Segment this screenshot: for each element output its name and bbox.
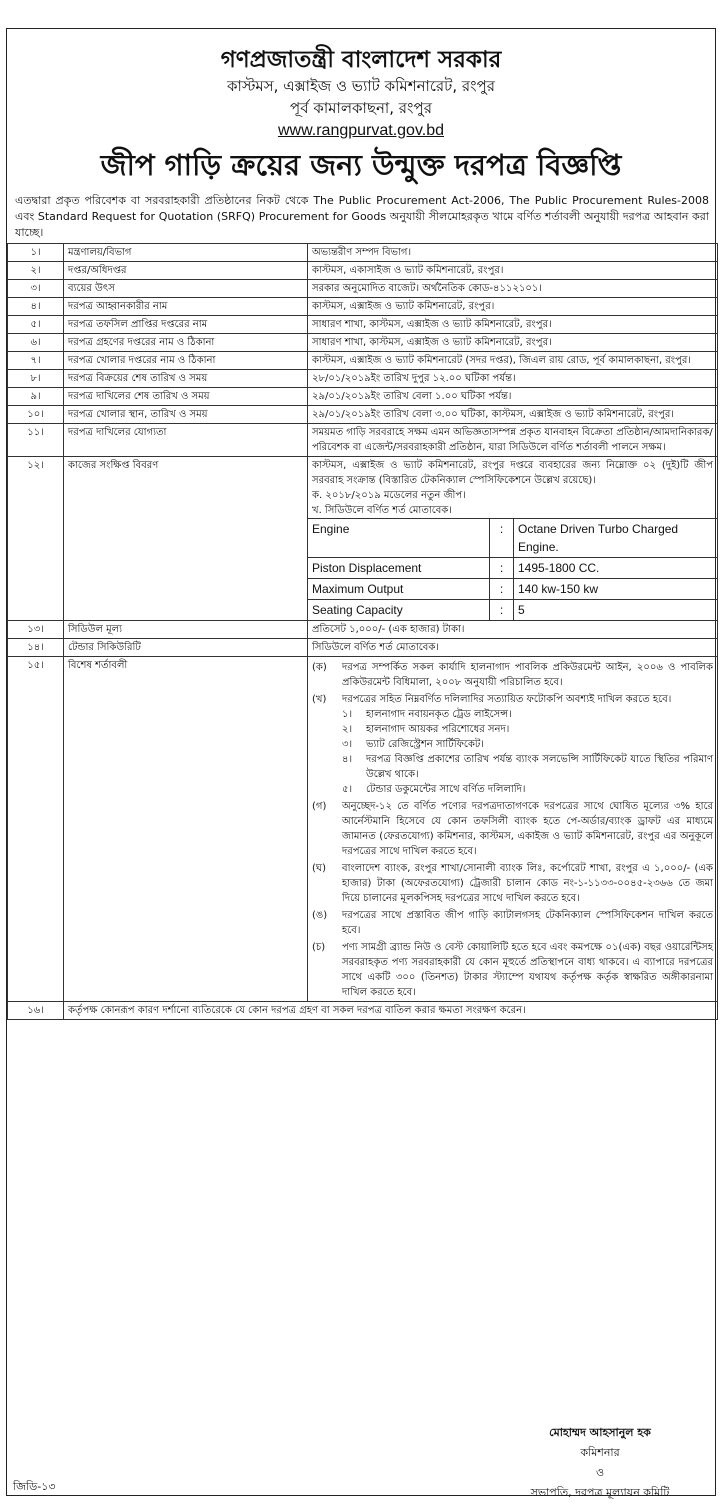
row-serial: ১০।	[8, 406, 64, 424]
notice-title: জীপ গাড়ি ক্রয়ের জন্য উন্মুক্ত দরপত্র বিজ্ঞপ্তি	[100, 148, 622, 182]
spec-key: Maximum Output	[308, 579, 490, 599]
table-row	[8, 298, 718, 316]
document-text: দরপত্র বিজ্ঞপ্তি প্রকাশের তারিখ পর্যন্ত ব্যাংক সলভেন্সি সার্টিফিকেট যাতে স্থিতির পরিমাণ উল্লেখ থাকে।	[366, 754, 713, 780]
condition-key: (ঙ)	[312, 910, 328, 921]
spec-colon: :	[490, 579, 514, 599]
row-serial: ১।	[8, 244, 64, 262]
row-value: প্রতিসেট ১,০০০/- (এক হাজার) টাকা।	[308, 621, 718, 639]
document-text: হালনাগাদ নবায়নকৃত ট্রেড লাইসেন্স।	[366, 709, 512, 720]
row-label: দরপত্র খোলার স্থান, তারিখ ও সময়	[64, 406, 308, 424]
condition-key: (ঘ)	[312, 863, 326, 874]
spec-value: 140 kw-150 kw	[518, 582, 599, 596]
condition-item	[312, 908, 713, 938]
signatory-and: ও	[595, 1466, 605, 1479]
row-value: সাধারণ শাখা, কাস্টমস, এক্সাইজ ও ভ্যাট কমিশনারেট, রংপুর।	[308, 334, 718, 352]
condition-key: (গ)	[312, 801, 327, 812]
row-serial: ৬।	[8, 334, 64, 352]
row-label: দরপত্র বিক্রয়ের শেষ তারিখ ও সময়	[64, 370, 308, 388]
row-serial: ৩।	[8, 280, 64, 298]
special-conditions-cell	[308, 657, 718, 1002]
spec-row	[308, 557, 717, 578]
spec-colon: :	[490, 600, 514, 620]
table-row	[8, 370, 718, 388]
row-serial: ৮।	[8, 370, 64, 388]
row-value: সরকার অনুমোদিত বাজেট। অর্থনৈতিক কোড-৪১১২১০১।	[308, 280, 718, 298]
row-label: দরপত্র দাখিলের যোগ্যতা	[64, 424, 308, 457]
table-row	[8, 639, 718, 657]
row-value: সিডিউলে বর্ণিত শর্ত মোতাবেক।	[308, 639, 718, 657]
condition-item	[312, 861, 713, 906]
row-value	[308, 457, 718, 621]
row-label: দরপত্র গ্রহণের দপ্তরের নাম ও ঠিকানা	[64, 334, 308, 352]
row-value: ২৯/০১/২০১৯ইং তারিখ বেলা ৩.০০ ঘটিকা, কাস্টমস, এক্সাইজ ও ভ্যাট কমিশনারেট, রংপুর।	[308, 406, 718, 424]
table-row-work-description	[8, 457, 718, 621]
document-text: হালনাগাদ আয়কর পরিশোধের সনদ।	[366, 724, 510, 735]
spec-value: Octane Driven Turbo Charged Engine.	[518, 522, 679, 554]
government-name: গণপ্রজাতন্ত্রী বাংলাদেশ সরকার	[220, 47, 502, 73]
website-link[interactable]: www.rangpurvat.gov.bd	[277, 122, 444, 139]
row-label: দরপত্র তফসিল প্রাপ্তির দপ্তরের নাম	[64, 316, 308, 334]
row-serial: ৫।	[8, 316, 64, 334]
spec-key: Piston Displacement	[308, 558, 490, 578]
row-serial: ১৩।	[8, 621, 64, 639]
table-row	[8, 388, 718, 406]
table-row-authority	[8, 1002, 718, 1020]
document-key: ৩।	[342, 739, 353, 750]
row-label: টেন্ডার সিকিউরিটি	[64, 639, 308, 657]
spec-key: Engine	[308, 519, 490, 557]
spec-value: 1495-1800 CC.	[518, 561, 600, 575]
table-row	[8, 352, 718, 370]
row-label: দপ্তর/অধিদপ্তর	[64, 262, 308, 280]
row-serial: ১৪।	[8, 639, 64, 657]
condition-item	[312, 940, 713, 1000]
document-key: ৫।	[342, 784, 353, 795]
document-text: টেন্ডার ডকুমেন্টের সাথে বর্ণিত দলিলাদি।	[366, 784, 526, 795]
table-row-special-conditions	[8, 657, 718, 1002]
row-serial: ৭।	[8, 352, 64, 370]
spec-key: Seating Capacity	[308, 600, 490, 620]
document-item	[312, 782, 713, 797]
spec-row	[308, 599, 717, 620]
spec-colon: :	[490, 519, 514, 557]
row-value: ২৮/০১/২০১৯ইং তারিখ দুপুর ১২.০০ ঘটিকা পর্যন্ত।	[308, 370, 718, 388]
row-value: সাধারণ শাখা, কাস্টমস, এক্সাইজ ও ভ্যাট কমিশনারেট, রংপুর।	[308, 316, 718, 334]
row-serial: ২।	[8, 262, 64, 280]
document-item	[312, 707, 713, 722]
row-serial: ১৬।	[8, 1002, 64, 1020]
work-description-text: কাস্টমস, এক্সাইজ ও ভ্যাট কমিশনারেট, রংপুর দপ্তরে ব্যবহারের জন্য নিম্নোক্ত ০২ (দুই)টি জীপ সরবরাহ সংক্রান্ত (বিস্তারিত টেকনিক্যাল স্পেসিফিকেশনে উল্লেখ রয়েছে)।	[312, 460, 713, 486]
row-label: বিশেষ শর্তাবলী	[64, 657, 308, 1002]
office-name: কাস্টমস, এক্সাইজ ও ভ্যাট কমিশনারেট, রংপুর	[226, 77, 496, 95]
document-key: ৪।	[342, 754, 353, 765]
table-row	[8, 424, 718, 457]
spec-row	[308, 578, 717, 599]
tender-notice-page	[6, 28, 716, 1499]
document-item	[312, 737, 713, 752]
row-label: কাজের সংক্ষিপ্ত বিবরণ	[64, 457, 308, 621]
table-row	[8, 262, 718, 280]
condition-text: পণ্য সামগ্রী ব্র্যান্ড নিউ ও বেস্ট কোয়ালিটি হতে হবে এবং কমপক্ষে ০১(এক) বছর ওয়ারেন্টিসহ সরবরাহকৃত পণ্য সরবরাহকারী যে কোন মূহুর্তে প্রতিস্থাপনে বাধ্য থাকবে। এ ব্যাপারে দরপত্রের সাথে একটি ৩০০ (তিনশত) টাকার স্ট্যাম্পে যথাযথ কর্তৃপক্ষ কর্তৃক স্বাক্ষরিত অঙ্গীকারনামা দাখিল করতে হবে।	[342, 942, 713, 998]
authority-clause: কর্তৃপক্ষ কোনরূপ কারণ দর্শানো ব্যতিরেকে যে কোন দরপত্র গ্রহণ বা সকল দরপত্র বাতিল করার ক্ষমতা সংরক্ষণ করেন।	[64, 1002, 718, 1020]
document-item	[312, 722, 713, 737]
condition-key: (খ)	[312, 694, 327, 705]
condition-text: বাংলাদেশ ব্যাংক, রংপুর শাখা/সোনালী ব্যাংক লিঃ, কর্পোরেট শাখা, রংপুর এ ১,০০০/- (এক হাজার) টাকা (অফেরতযোগ্য) ট্রেজারী চালান কোড নং-১-১১৩৩-০০৪৫-২৩৬৬ তে জমা দিয়ে চালানের মূলকপিসহ দরপত্রের সাথে দাখিল করতে হবে।	[342, 863, 713, 904]
row-serial: ১২।	[8, 457, 64, 621]
row-value: অভ্যন্তরীণ সম্পদ বিভাগ।	[308, 244, 718, 262]
footer-code: জিডি-১৩	[13, 1480, 56, 1493]
table-row	[8, 244, 718, 262]
tender-details-table	[7, 243, 718, 1020]
row-serial: ১১।	[8, 424, 64, 457]
condition-text: দরপত্রের সাথে প্রস্তাবিত জীপ গাড়ি ক্যাটালগসহ টেকনিক্যাল স্পেসিফিকেশন দাখিল করতে হবে।	[342, 910, 713, 936]
row-value: কাস্টমস, এক্সাইজ ও ভ্যাট কমিশনারেট (সদর দপ্তর), জিএল রায় রোড, পূর্ব কামালকাছনা, রংপুর।	[308, 352, 718, 370]
document-item	[312, 752, 713, 782]
table-row	[8, 406, 718, 424]
condition-item	[312, 799, 713, 859]
signature-block	[485, 1423, 715, 1503]
office-address: পূর্ব কামালকাছনা, রংপুর	[290, 99, 432, 117]
document-text: ভ্যাট রেজিস্ট্রেশন সার্টিফিকেট।	[366, 739, 484, 750]
table-row	[8, 334, 718, 352]
condition-text: দরপত্রের সহিত নিম্নবর্ণিত দলিলাদির সত্যায়িত ফটোকপি অবশ্যই দাখিল করতে হবে।	[342, 694, 672, 705]
row-serial: ৯।	[8, 388, 64, 406]
row-value: কাস্টমস, একাসাইজ ও ভ্যাট কমিশনারেট, রংপুর।	[308, 262, 718, 280]
table-row	[8, 280, 718, 298]
spec-value: 5	[518, 603, 525, 617]
row-label: ব্যয়ের উৎস	[64, 280, 308, 298]
row-label: সিডিউল মূল্য	[64, 621, 308, 639]
row-value: সময়মত গাড়ি সরবরাহে সক্ষম এমন অভিজ্ঞতাসম্পন্ন প্রকৃত যানবাহন বিক্রেতা প্রতিষ্ঠান/আমদানিকারক/পরিবেশক বা এজেন্ট/সরবরাহকারী প্রতিষ্ঠান, যারা সিডিউলে বর্ণিত শর্তাবলী পালনে সক্ষম।	[308, 424, 718, 457]
spec-row	[308, 518, 717, 557]
row-label: মন্ত্রণালয়/বিভাগ	[64, 244, 308, 262]
table-row	[8, 621, 718, 639]
row-serial: ১৫।	[8, 657, 64, 1002]
work-item-kha: খ. সিডিউলে বর্ণিত শর্ত মোতাবেক।	[312, 505, 452, 516]
condition-item	[312, 692, 713, 707]
row-value: কাস্টমস, এক্সাইজ ও ভ্যাট কমিশনারেট, রংপুর।	[308, 298, 718, 316]
table-row	[8, 316, 718, 334]
condition-key: (চ)	[312, 942, 326, 953]
condition-text: অনুচ্ছেদ-১২ তে বর্ণিত পণ্যের দরপত্রদাতাগণকে দরপত্রের সাথে ঘোষিত মূল্যের ৩% হারে আর্নেস্টমানি হিসেবে যে কোন তফসিলী ব্যাংক হতে পে-অর্ডার/ব্যাংক ড্রাফট এর মাধ্যমে জামানত (ফেরতযোগ্য) কমিশনার, কাস্টমস, একাইজ ও ভ্যাট কমিশনারেট, রংপুর এর অনুকূলে দরপত্রের সাথে দাখিল করতে হবে।	[342, 801, 713, 857]
signatory-committee: সভাপতি, দরপত্র মূল্যায়ন কমিটি	[530, 1486, 670, 1499]
work-item-ka: ক. ২০১৮/২০১৯ মডেলের নতুন জীপ।	[312, 490, 466, 501]
condition-text: দরপত্র সম্পর্কিত সকল কার্যাদি হালনাগাদ পাবলিক প্রকিউরমেন্ট আইন, ২০০৬ ও পাবলিক প্রকিউরমেন্ট বিধিমালা, ২০০৮ অনুযায়ী পরিচালিত হবে।	[342, 662, 713, 688]
row-label: দরপত্র আহ্বানকারীর নাম	[64, 298, 308, 316]
signatory-name: মোহাম্মদ আহসানুল হক	[549, 1426, 651, 1439]
row-serial: ৪।	[8, 298, 64, 316]
row-label: দরপত্র খোলার দপ্তরের নাম ও ঠিকানা	[64, 352, 308, 370]
document-key: ১।	[342, 709, 353, 720]
condition-key: (ক)	[312, 662, 327, 673]
signatory-designation: কমিশনার	[580, 1446, 620, 1459]
row-label: দরপত্র দাখিলের শেষ তারিখ ও সময়	[64, 388, 308, 406]
condition-item	[312, 660, 713, 690]
row-value: ২৯/০১/২০১৯ইং তারিখ বেলা ১.০০ ঘটিকা পর্যন্ত।	[308, 388, 718, 406]
notice-header	[7, 29, 715, 185]
document-key: ২।	[342, 724, 353, 735]
intro-paragraph: এতদ্বারা প্রকৃত পরিবেশক বা সরবরাহকারী প্রতিষ্ঠানের নিকট থেকে The Public Procurement Act-2006, The Public Procurement Rules-2008 এবং Standard Request for Quotation (SRFQ) Procurement for Goods অনুযায়ী সীলমোহরকৃত খামে বর্ণিত শর্তাবলী অনুযায়ী দরপত্র আহবান করা যাচ্ছে।	[15, 194, 709, 239]
spec-colon: :	[490, 558, 514, 578]
